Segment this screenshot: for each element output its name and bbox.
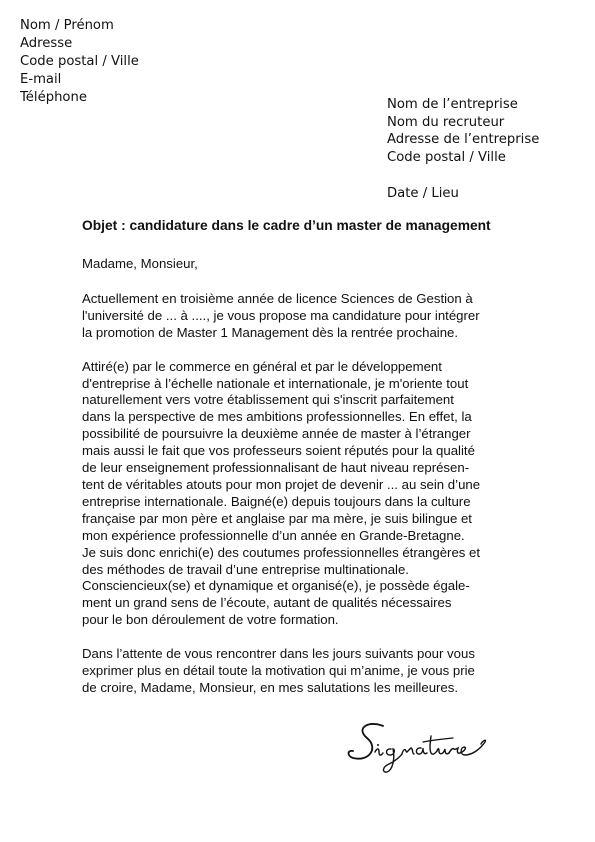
paragraph-line: Dans l’attente de vous rencontrer dans les jours suivants pour vous	[82, 646, 475, 662]
letter-subject: Objet : candidature dans le cadre d’un master de management	[82, 218, 491, 233]
recipient-postal-city: Code postal / Ville	[387, 149, 506, 165]
sender-postal-city: Code postal / Ville	[20, 54, 139, 69]
paragraph-line: naturellement vers votre établissement qui s'inscrit parfaitement	[82, 392, 454, 408]
sender-block	[20, 17, 139, 107]
paragraph-line: des méthodes de travail d’une entreprise multinationale.	[82, 561, 409, 577]
paragraph-line: Consciencieux(se) et dynamique et organisé(e), je possède égale-	[82, 578, 470, 594]
recipient-company: Nom de l’entreprise	[387, 97, 518, 112]
paragraph-line: Attiré(e) par le commerce en général et par le développement	[82, 358, 442, 374]
paragraph-line: mais aussi le fait que vos professeurs soient réputés pour la qualité	[82, 443, 475, 459]
paragraph-motivation	[82, 359, 522, 630]
sender-phone: Téléphone	[20, 90, 87, 105]
paragraph-line: possibilité de poursuivre la deuxième année de master à l’étranger	[82, 426, 471, 442]
paragraph-line: ment un grand sens de l’écoute, autant de qualités nécessaires	[82, 595, 452, 611]
greeting: Madame, Monsieur,	[82, 256, 198, 271]
sender-address: Adresse	[20, 36, 73, 51]
paragraph-line: tent de véritables atouts pour mon projet de devenir ... au sein d’une	[82, 476, 481, 492]
sender-name: Nom / Prénom	[20, 18, 114, 33]
paragraph-line: de leur enseignement professionnalisant de haut niveau représen-	[82, 460, 470, 476]
paragraph-line: exprimer plus en détail toute la motivation qui m’anime, je vous prie	[82, 663, 475, 679]
letter-body	[82, 256, 522, 697]
paragraph-intro	[82, 291, 522, 342]
paragraph-closing	[82, 646, 522, 697]
paragraph-line: française par mon père et anglaise par ma mère, je suis bilingue et	[82, 510, 472, 526]
recipient-address: Adresse de l’entreprise	[387, 132, 540, 147]
paragraph-line: la promotion de Master 1 Management dès la rentrée prochaine.	[82, 324, 459, 340]
paragraph-line: d'entreprise à l’échelle nationale et internationale, je m'oriente tout	[82, 375, 469, 391]
paragraph-line: l'université de ... à ...., je vous propose ma candidature pour intégrer	[82, 307, 480, 323]
recipient-recruiter: Nom du recruteur	[387, 114, 505, 130]
sender-email: E-mail	[20, 72, 62, 87]
paragraph-line: pour le bon déroulement de votre formation.	[82, 612, 339, 628]
date-place: Date / Lieu	[387, 186, 459, 201]
handwritten-signature	[345, 718, 495, 780]
recipient-block	[387, 96, 539, 166]
paragraph-line: mon expérience professionnelle d’un année en Grande-Bretagne.	[82, 527, 465, 543]
paragraph-line: Je suis donc enrichi(e) des coutumes professionnelles étrangères et	[82, 544, 481, 560]
paragraph-line: de croire, Madame, Monsieur, en mes salutations les meilleures.	[82, 679, 459, 695]
paragraph-line: Actuellement en troisième année de licence Sciences de Gestion à	[82, 290, 473, 306]
paragraph-line: entreprise internationale. Baigné(e) depuis toujours dans la culture	[82, 493, 471, 509]
paragraph-line: dans la perspective de mes ambitions professionnelles. En effet, la	[82, 409, 472, 425]
